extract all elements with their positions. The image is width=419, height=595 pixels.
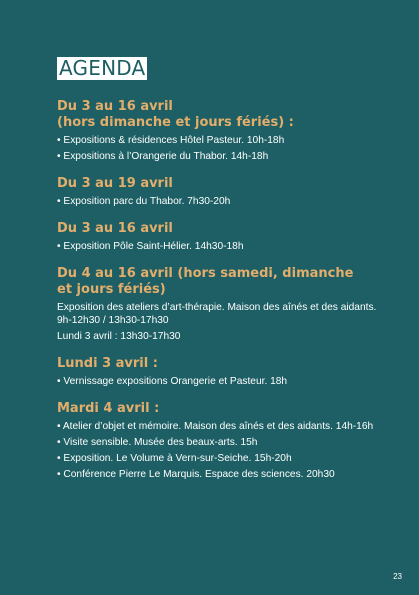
list-item: Lundi 3 avril : 13h30-17h30: [57, 331, 181, 342]
list-item: • Exposition Pôle Saint-Hélier. 14h30-18h: [57, 240, 377, 253]
list-item: • Conférence Pierre Le Marquis. Espace des sciences. 20h30: [57, 468, 377, 481]
agenda-section-4: [57, 266, 377, 343]
heading-line: Du 4 au 16 avril (hors samedi, dimanche: [57, 266, 354, 281]
section-heading: [57, 176, 377, 192]
list-item: • Exposition parc du Thabor. 7h30-20h: [57, 195, 377, 208]
agenda-content: [57, 99, 377, 484]
list-item: • Expositions & résidences Hôtel Pasteur. 10h-18h: [57, 134, 377, 147]
heading-line: Du 3 au 16 avril: [57, 221, 173, 236]
section-heading: [57, 221, 377, 237]
agenda-section-1: [57, 99, 377, 163]
agenda-section-2: [57, 176, 377, 208]
list-item: • Expositions à l’Orangerie du Thabor. 14h-18h: [57, 150, 377, 163]
list-item: • Vernissage expositions Orangerie et Pasteur. 18h: [57, 375, 377, 388]
agenda-section-3: [57, 221, 377, 253]
list-item: Exposition des ateliers d’art-thérapie. Maison des aînés et des aidants. 9h-12h30 / 13h30-17h30: [57, 302, 377, 326]
page-number: 23: [393, 572, 402, 581]
heading-line: (hors dimanche et jours fériés) :: [57, 115, 294, 130]
agenda-section-6: [57, 401, 377, 481]
list-item: • Visite sensible. Musée des beaux-arts. 15h: [57, 436, 377, 449]
heading-line: Lundi 3 avril :: [57, 356, 158, 371]
section-heading: [57, 401, 377, 417]
page-title: AGENDA: [59, 56, 146, 80]
heading-line: et jours fériés): [57, 282, 166, 297]
heading-line: Mardi 4 avril :: [57, 401, 160, 416]
section-heading: [57, 266, 377, 298]
agenda-section-5: [57, 356, 377, 388]
heading-line: Du 3 au 19 avril: [57, 176, 173, 191]
list-item: • Exposition. Le Volume à Vern-sur-Seiche. 15h-20h: [57, 452, 377, 465]
section-heading: [57, 356, 377, 372]
section-heading: [57, 99, 377, 131]
heading-line: Du 3 au 16 avril: [57, 99, 173, 114]
list-item: • Atelier d’objet et mémoire. Maison des aînés et des aidants. 14h-16h: [57, 420, 377, 433]
